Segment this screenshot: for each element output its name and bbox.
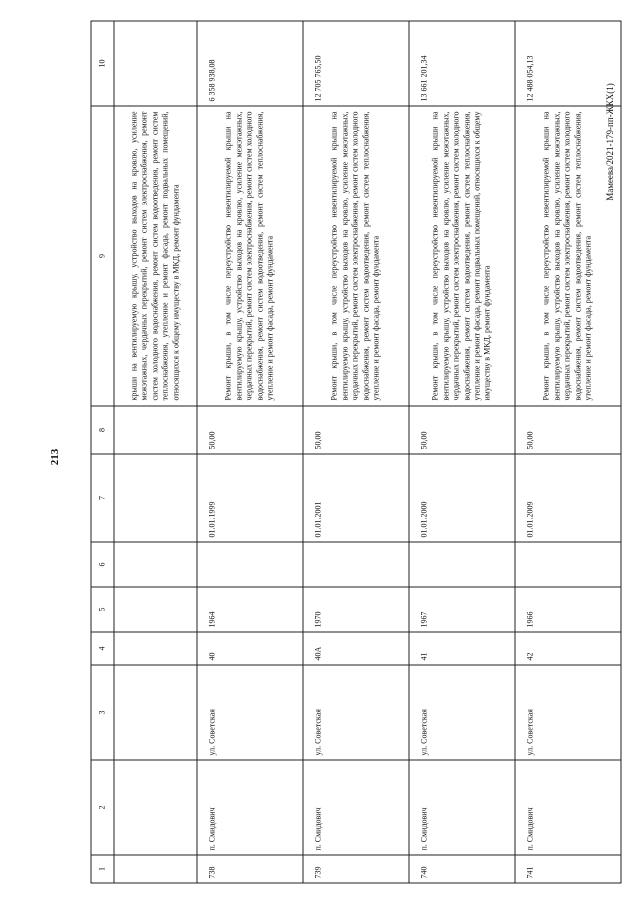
house-cell: 42 [515,632,621,665]
works-cell: Ремонт крыши, в том числе переустройство невентилируемой крыши на вентилируемую крышу, устройство выходов на кровлю, усиление межэтажных, чердачных перекрытий, ремонт систем электроснабжения, ремонт систем холодного водоснабжения, ремонт систем водоотведения, ремонт систем теплоснабжения, утепление и ремонт фасада, ремонт фундамента [515,106,621,406]
column-number-row [91,21,114,883]
column-header: 2 [91,760,114,855]
house-cell: 40 [197,632,303,665]
locality-cell: п. Смидович [303,760,409,855]
empty-cell [197,542,303,587]
table-container [90,21,597,883]
year-cell: 1970 [303,587,409,632]
cost-cell: 12 705 765,50 [303,21,409,106]
cost-cell: 6 358 938,08 [197,21,303,106]
row-number-cell: 739 [303,855,409,883]
works-continuation-cell: крыши на вентилируемую крышу, устройство выходов на кровлю, усиление межэтажных, чердачных перекрытий, ремонт систем электроснабжения, ремонт систем холодного водоснабжения, ремонт систем водоотведения, ремонт систем теплоснабжения, утепление и ремонт фасада, ремонт подвальных помещений, относящихся к общему имуществу в МКД, ремонт фундамента [114,106,197,406]
works-cell: Ремонт крыши, в том числе переустройство невентилируемой крыши на вентилируемую крышу, устройство выходов на кровлю, усиление межэтажных, чердачных перекрытий, ремонт систем электроснабжения, ремонт систем холодного водоснабжения, ремонт систем водоотведения, ремонт систем теплоснабжения, утепление и ремонт фасада, ремонт подвальных помещений, относящихся к общему имуществу в МКД, ремонт фундамента [409,106,515,406]
column-header: 5 [91,587,114,632]
column-header: 9 [91,106,114,406]
table-cell [114,21,197,106]
street-cell: ул. Советская [303,665,409,760]
date-cell: 01.01.2001 [303,454,409,542]
table-cell [114,542,197,587]
locality-cell: п. Смидович [515,760,621,855]
column-header: 3 [91,665,114,760]
table-cell [114,587,197,632]
table-row [197,21,303,883]
date-cell: 01.01.1999 [197,454,303,542]
date-cell: 01.01.2000 [409,454,515,542]
wear-cell: 50,00 [197,406,303,454]
street-cell: ул. Советская [197,665,303,760]
document-code: Мамеева/2021-179-пп-ЖКХ(1) [605,83,615,201]
wear-cell: 50,00 [515,406,621,454]
locality-cell: п. Смидович [197,760,303,855]
row-number-cell: 740 [409,855,515,883]
wear-cell: 50,00 [409,406,515,454]
empty-cell [303,542,409,587]
repair-program-table [90,20,621,883]
empty-cell [409,542,515,587]
year-cell: 1964 [197,587,303,632]
table-cell [114,760,197,855]
locality-cell: п. Смидович [409,760,515,855]
column-header: 1 [91,855,114,883]
rotated-table [90,21,597,883]
cost-cell: 13 661 201,34 [409,21,515,106]
works-cell: Ремонт крыши, в том числе переустройство невентилируемой крыши на вентилируемую крышу, устройство выходов на кровлю, усиление межэтажных, чердачных перекрытий, ремонт систем электроснабжения, ремонт систем холодного водоснабжения, ремонт систем водоотведения, ремонт систем теплоснабжения, утепление и ремонт фасада, ремонт фундамента [197,106,303,406]
column-header: 7 [91,454,114,542]
row-number-cell: 741 [515,855,621,883]
table-row [515,21,621,883]
table-cell [114,632,197,665]
column-header: 4 [91,632,114,665]
table-cell [114,855,197,883]
page-number: 213 [49,448,61,466]
date-cell: 01.01.2009 [515,454,621,542]
house-cell: 41 [409,632,515,665]
table-cell [114,454,197,542]
column-header: 6 [91,542,114,587]
year-cell: 1966 [515,587,621,632]
table-cell [114,665,197,760]
works-cell: Ремонт крыши, в том числе переустройство невентилируемой крыши на вентилируемую крышу, устройство выходов на кровлю, усиление межэтажных, чердачных перекрытий, ремонт систем электроснабжения, ремонт систем холодного водоснабжения, ремонт систем водоотведения, ремонт систем теплоснабжения, утепление и ремонт фасада, ремонт фундамента [303,106,409,406]
cost-cell: 12 488 054,13 [515,21,621,106]
wear-cell: 50,00 [303,406,409,454]
year-cell: 1967 [409,587,515,632]
table-row [303,21,409,883]
continuation-row [114,21,197,883]
street-cell: ул. Советская [409,665,515,760]
column-header: 8 [91,406,114,454]
row-number-cell: 738 [197,855,303,883]
table-cell [114,406,197,454]
empty-cell [515,542,621,587]
column-header: 10 [91,21,114,106]
table-row [409,21,515,883]
house-cell: 40А [303,632,409,665]
street-cell: ул. Советская [515,665,621,760]
